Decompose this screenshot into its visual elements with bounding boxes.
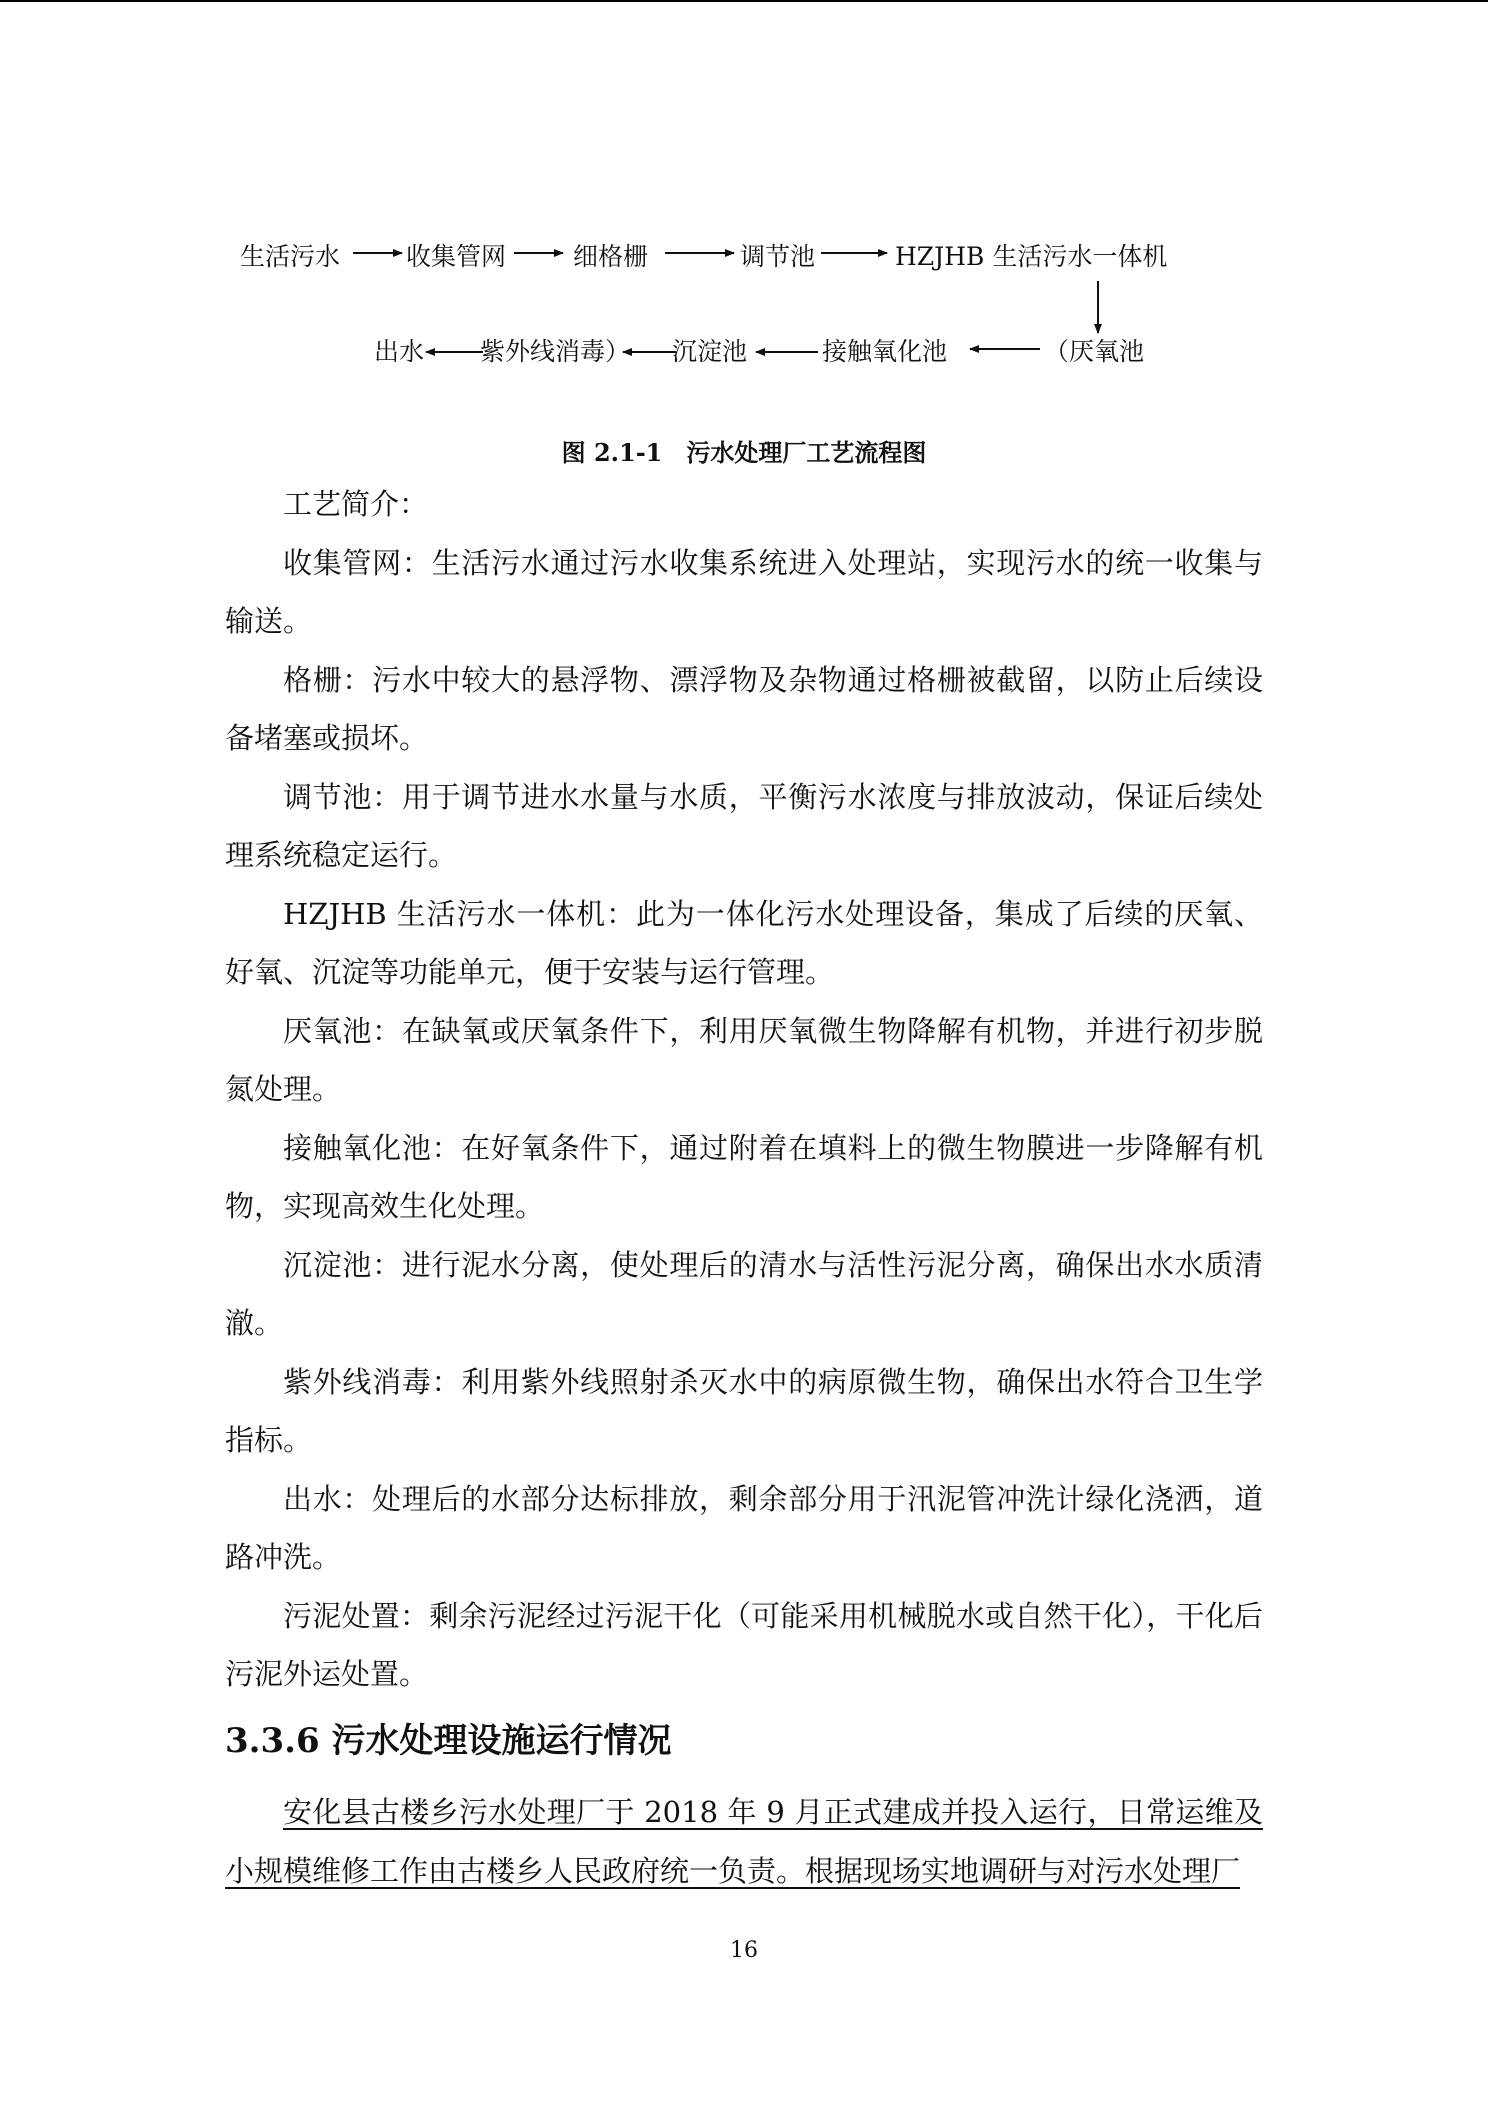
paragraph-effluent: 出水：处理后的水部分达标排放，剩余部分用于汛泥管冲洗计绿化浇洒，道路冲洗。 xyxy=(225,1481,1263,1574)
section-body xyxy=(225,1783,1263,1900)
flow-node-contact-oxidation: 接触氧化池 xyxy=(822,337,948,366)
paragraph-sedimentation: 沉淀池：进行泥水分离，使处理后的清水与活性污泥分离，确保出水水质清澈。 xyxy=(225,1247,1263,1340)
flow-node-integrated-unit: HZJHB 生活污水一体机 xyxy=(895,242,1168,271)
paragraph-integrated-unit: HZJHB 生活污水一体机：此为一体化污水处理设备，集成了后续的厌氧、好氧、沉淀等功能单元，便于安装与运行管理。 xyxy=(225,896,1263,989)
flow-node-fine-screen: 细格栅 xyxy=(573,242,649,271)
page-number: 16 xyxy=(730,1938,758,1963)
flow-arrows xyxy=(0,0,1488,420)
paragraph-sludge: 污泥处置：剩余污泥经过污泥干化（可能采用机械脱水或自然干化），干化后污泥外运处置。 xyxy=(225,1598,1263,1691)
paragraph-regulating-tank: 调节池：用于调节进水水量与水质，平衡污水浓度与排放波动，保证后续处理系统稳定运行。 xyxy=(225,779,1263,872)
paragraph-screen: 格栅：污水中较大的悬浮物、漂浮物及杂物通过格栅被截留，以防止后续设备堵塞或损坏。 xyxy=(225,662,1263,755)
flow-node-anaerobic-tank: （厌氧池 xyxy=(1044,337,1145,366)
paragraph-contact-oxidation: 接触氧化池：在好氧条件下，通过附着在填料上的微生物膜进一步降解有机物，实现高效生化处理。 xyxy=(225,1130,1263,1223)
flow-node-effluent: 出水 xyxy=(374,337,425,366)
paragraph-uv-disinfection: 紫外线消毒：利用紫外线照射杀灭水中的病原微生物，确保出水符合卫生学指标。 xyxy=(225,1364,1263,1457)
paragraph-collection-network: 收集管网：生活污水通过污水收集系统进入处理站，实现污水的统一收集与输送。 xyxy=(225,545,1263,638)
paragraph-operation-status: 安化县古楼乡污水处理厂于 2018 年 9 月正式建成并投入运行，日常运维及小规模维修工作由古楼乡人民政府统一负责。根据现场实地调研与对污水处理厂 xyxy=(225,1795,1263,1888)
flow-node-sedimentation-tank: 沉淀池 xyxy=(672,337,748,366)
flow-node-collection-network: 收集管网 xyxy=(406,242,507,271)
figure-caption: 图 2.1-1 污水处理厂工艺流程图 xyxy=(561,438,927,467)
section-heading: 3.3.6 污水处理设施运行情况 xyxy=(225,1721,672,1761)
flow-node-regulating-tank: 调节池 xyxy=(740,242,816,271)
process-description xyxy=(225,475,1263,1704)
flow-node-domestic-sewage: 生活污水 xyxy=(240,242,341,271)
paragraph-intro: 工艺简介： xyxy=(283,487,429,521)
flow-node-uv-disinfection: 紫外线消毒） xyxy=(480,337,631,366)
paragraph-anaerobic-tank: 厌氧池：在缺氧或厌氧条件下，利用厌氧微生物降解有机物，并进行初步脱氮处理。 xyxy=(225,1013,1263,1106)
